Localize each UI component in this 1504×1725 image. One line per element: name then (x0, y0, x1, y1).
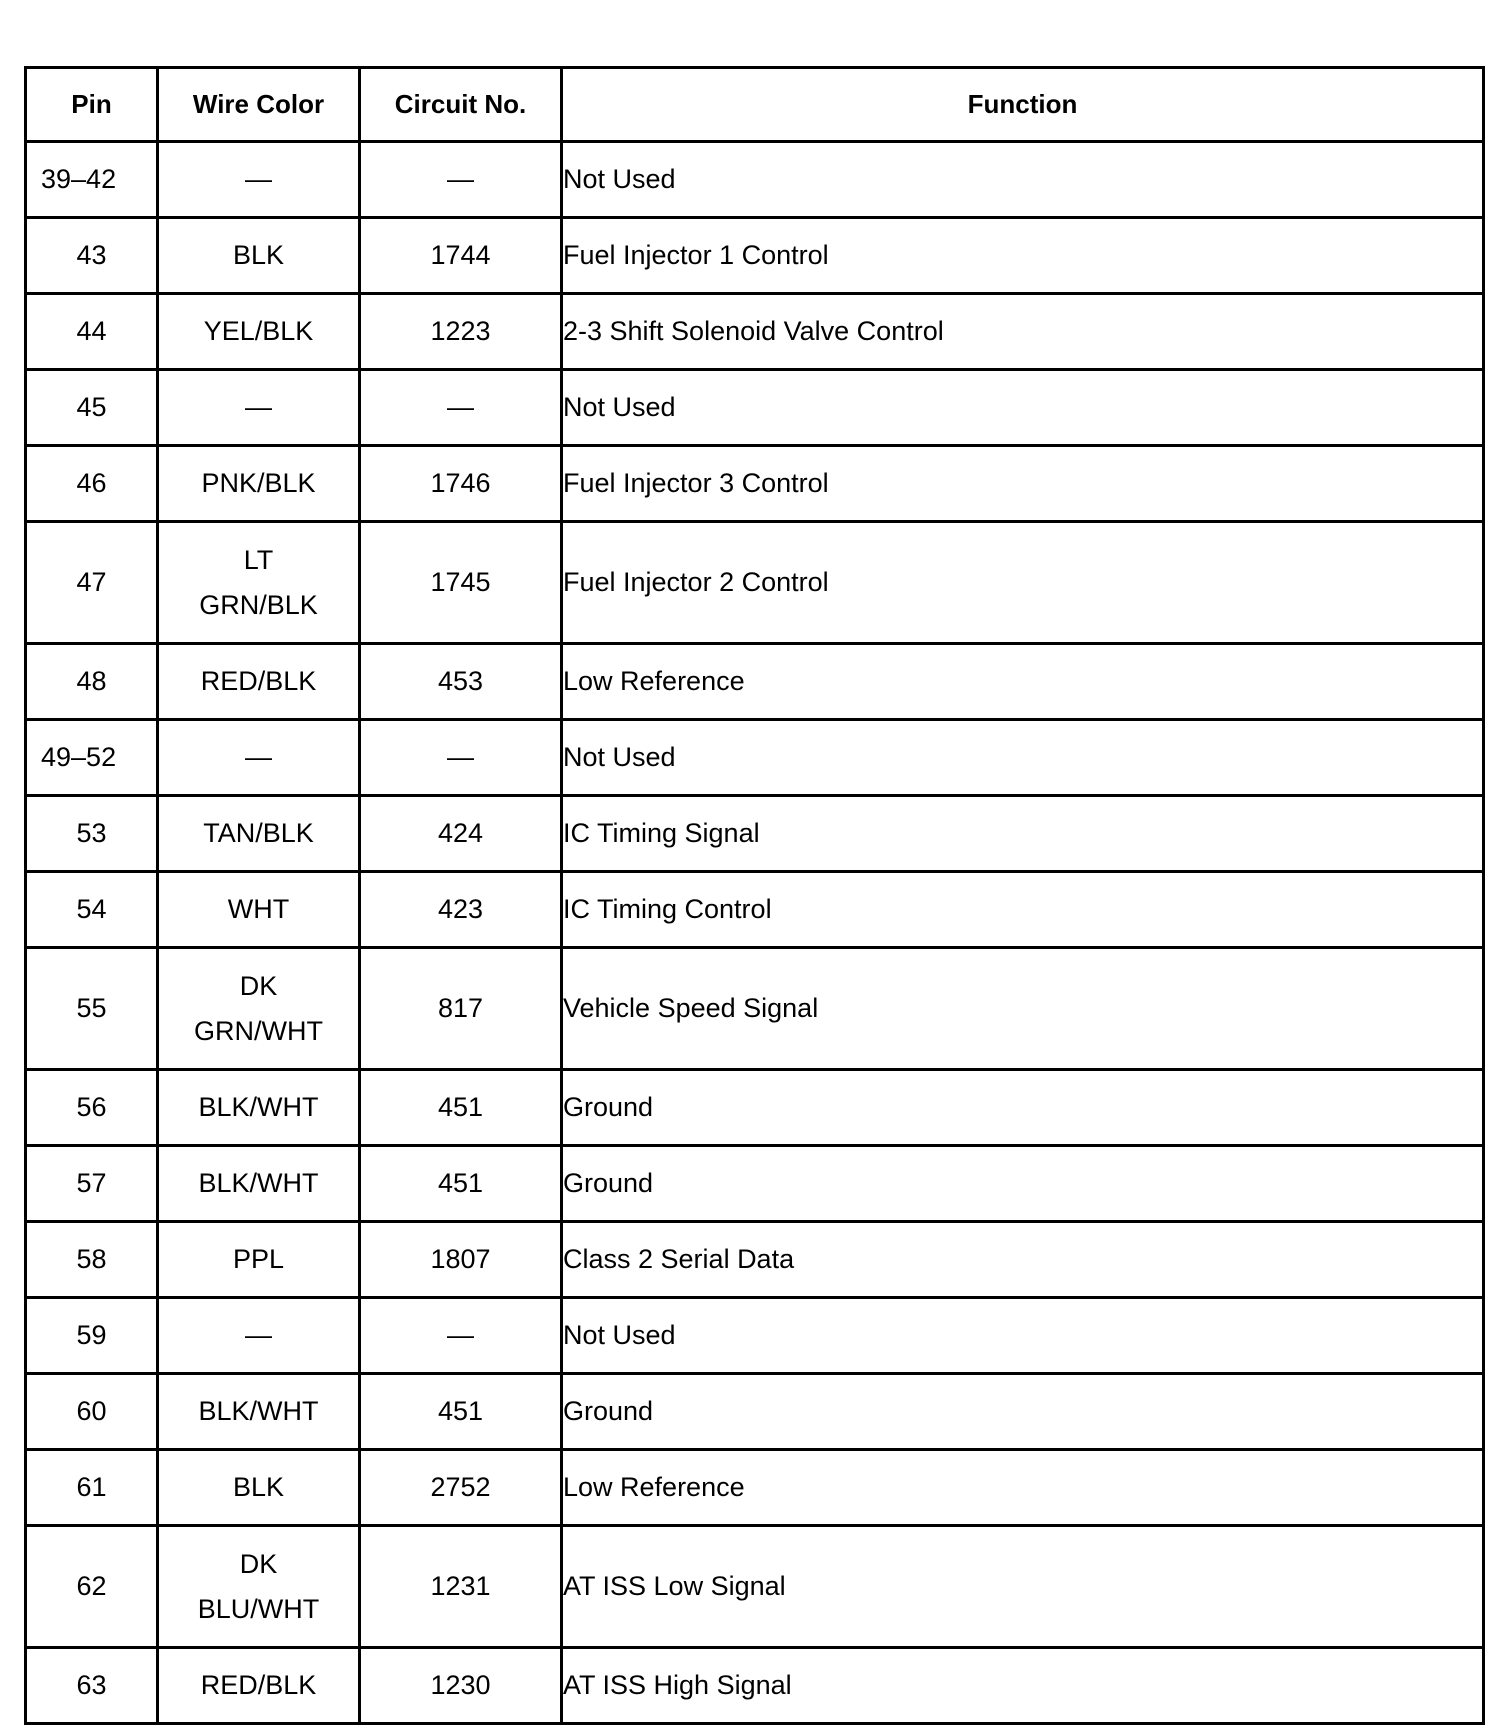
circuit-no-cell: 1231 (360, 1526, 562, 1648)
circuit-no-cell: 1746 (360, 446, 562, 522)
function-cell: Not Used (562, 720, 1484, 796)
table-row (26, 446, 1484, 522)
function-cell: Ground (562, 1070, 1484, 1146)
wire-color-cell (158, 218, 360, 294)
wire-color-text: RED/BLK (200, 1670, 317, 1700)
wire-color-text: BLK/WHT (198, 1396, 319, 1426)
table-row (26, 644, 1484, 720)
wire-color-cell (158, 1298, 360, 1374)
wire-color-text: DK (239, 970, 278, 1001)
connector-pinout-table (24, 66, 1485, 1725)
table-row (26, 142, 1484, 218)
function-cell: AT ISS High Signal (562, 1648, 1484, 1724)
header-pin: Pin (26, 68, 158, 142)
wire-color-text: GRN/WHT (194, 1015, 323, 1046)
wire-color-cell (158, 1374, 360, 1450)
pin-cell: 43 (26, 218, 158, 294)
function-cell: Fuel Injector 3 Control (562, 446, 1484, 522)
wire-color-cell (158, 1450, 360, 1526)
wire-color-text: BLK/WHT (198, 1168, 319, 1198)
wire-color-text: BLK (232, 240, 285, 270)
table-row (26, 1374, 1484, 1450)
wire-color-text: RED/BLK (200, 666, 317, 696)
header-wire-color: Wire Color (158, 68, 360, 142)
table-row (26, 1526, 1484, 1648)
wire-color-text: BLK/WHT (198, 1092, 319, 1122)
function-cell: Class 2 Serial Data (562, 1222, 1484, 1298)
pin-cell: 54 (26, 872, 158, 948)
wire-color-cell (158, 294, 360, 370)
circuit-no-cell: 423 (360, 872, 562, 948)
circuit-no-cell: 451 (360, 1146, 562, 1222)
function-cell: Low Reference (562, 1450, 1484, 1526)
table-row (26, 1070, 1484, 1146)
wire-color-text: BLU/WHT (197, 1593, 320, 1624)
wire-color-text: WHT (227, 894, 290, 924)
table-row (26, 872, 1484, 948)
table-row (26, 370, 1484, 446)
wire-color-cell (158, 1070, 360, 1146)
pin-cell: 53 (26, 796, 158, 872)
circuit-no-cell: 1807 (360, 1222, 562, 1298)
pin-cell: 56 (26, 1070, 158, 1146)
circuit-no-cell: 1744 (360, 218, 562, 294)
circuit-no-cell: 451 (360, 1374, 562, 1450)
wire-color-cell (158, 720, 360, 796)
pin-cell: 57 (26, 1146, 158, 1222)
wire-color-cell (158, 370, 360, 446)
wire-color-text: LT (243, 544, 274, 575)
table-row (26, 294, 1484, 370)
circuit-no-cell: 2752 (360, 1450, 562, 1526)
circuit-no-cell: 453 (360, 644, 562, 720)
function-cell: Fuel Injector 2 Control (562, 522, 1484, 644)
table-row (26, 796, 1484, 872)
wire-color-cell (158, 142, 360, 218)
wire-color-cell (158, 1222, 360, 1298)
wire-color-cell (158, 446, 360, 522)
table-row (26, 1222, 1484, 1298)
wire-color-cell (158, 1146, 360, 1222)
wire-color-text: — (245, 164, 272, 194)
pin-cell: 48 (26, 644, 158, 720)
table-row (26, 948, 1484, 1070)
table-body (26, 142, 1484, 1724)
pin-cell: 60 (26, 1374, 158, 1450)
function-cell: IC Timing Signal (562, 796, 1484, 872)
function-cell: 2-3 Shift Solenoid Valve Control (562, 294, 1484, 370)
table-row (26, 720, 1484, 796)
pin-cell: 59 (26, 1298, 158, 1374)
pin-cell: 55 (26, 948, 158, 1070)
wire-color-text: GRN/BLK (199, 589, 318, 620)
wire-color-text: BLK (232, 1472, 285, 1502)
wire-color-cell (158, 796, 360, 872)
pin-cell: 47 (26, 522, 158, 644)
wire-color-text: TAN/BLK (203, 818, 314, 848)
header-row (26, 68, 1484, 142)
function-cell: Not Used (562, 142, 1484, 218)
pin-cell: 49–52 (26, 720, 158, 796)
wire-color-cell (158, 872, 360, 948)
wire-color-cell (158, 644, 360, 720)
wire-color-text: — (245, 392, 272, 422)
wire-color-text: — (245, 742, 272, 772)
circuit-no-cell: 1223 (360, 294, 562, 370)
header-circuit-no: Circuit No. (360, 68, 562, 142)
function-cell: Not Used (562, 370, 1484, 446)
circuit-no-cell: 1745 (360, 522, 562, 644)
pin-cell: 46 (26, 446, 158, 522)
table-row (26, 218, 1484, 294)
function-cell: Ground (562, 1146, 1484, 1222)
function-cell: Not Used (562, 1298, 1484, 1374)
function-cell: Fuel Injector 1 Control (562, 218, 1484, 294)
table-row (26, 1146, 1484, 1222)
function-cell: AT ISS Low Signal (562, 1526, 1484, 1648)
wire-color-text: DK (239, 1548, 278, 1579)
wire-color-cell (158, 948, 360, 1070)
pin-cell: 44 (26, 294, 158, 370)
pin-cell: 61 (26, 1450, 158, 1526)
circuit-no-cell: — (360, 370, 562, 446)
pin-cell: 63 (26, 1648, 158, 1724)
table-row (26, 1298, 1484, 1374)
circuit-no-cell: — (360, 142, 562, 218)
pin-cell: 45 (26, 370, 158, 446)
circuit-no-cell: 451 (360, 1070, 562, 1146)
wire-color-text: YEL/BLK (203, 316, 314, 346)
wire-color-cell (158, 522, 360, 644)
circuit-no-cell: 1230 (360, 1648, 562, 1724)
wire-color-cell (158, 1526, 360, 1648)
function-cell: Low Reference (562, 644, 1484, 720)
wire-color-text: PPL (232, 1244, 285, 1274)
function-cell: Ground (562, 1374, 1484, 1450)
table-row (26, 522, 1484, 644)
wire-color-text: — (245, 1320, 272, 1350)
pin-cell: 62 (26, 1526, 158, 1648)
table-row (26, 1450, 1484, 1526)
function-cell: IC Timing Control (562, 872, 1484, 948)
wire-color-cell (158, 1648, 360, 1724)
wire-color-text: PNK/BLK (201, 468, 316, 498)
circuit-no-cell: 817 (360, 948, 562, 1070)
table-row (26, 1648, 1484, 1724)
header-function: Function (562, 68, 1484, 142)
circuit-no-cell: — (360, 720, 562, 796)
pin-cell: 39–42 (26, 142, 158, 218)
pin-cell: 58 (26, 1222, 158, 1298)
function-cell: Vehicle Speed Signal (562, 948, 1484, 1070)
circuit-no-cell: 424 (360, 796, 562, 872)
circuit-no-cell: — (360, 1298, 562, 1374)
